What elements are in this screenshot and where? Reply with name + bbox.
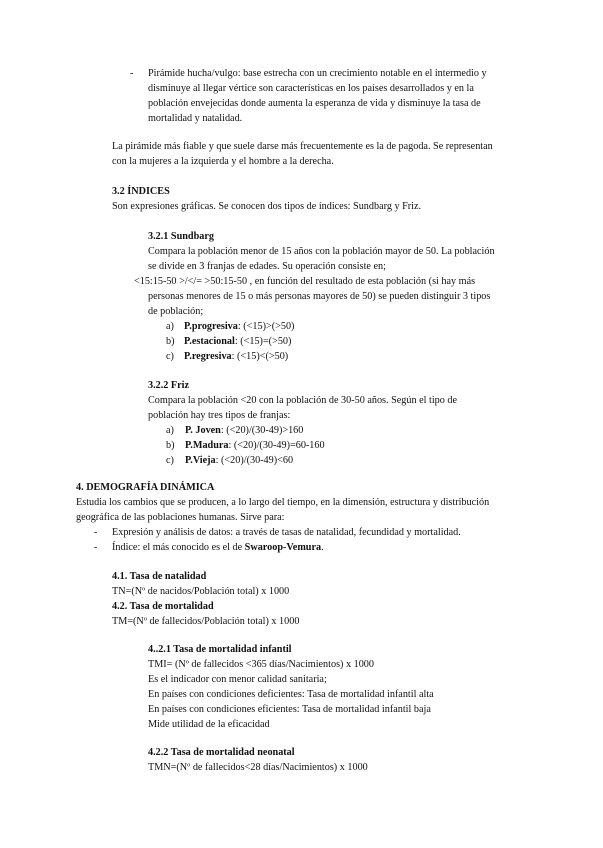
section-indices [112, 184, 421, 214]
text-line: población envejecidas donde aumenta la esperanza de vida y disminuye la tasa de [148, 98, 481, 109]
text-line: En países con condiciones eficientes: Tasa de mortalidad infantil baja [148, 704, 431, 715]
text-line: Es el indicador con menor calidad sanitaria; [148, 674, 327, 685]
text-line: TMI= (Nº de fallecidos <365 días/Nacimientos) x 1000 [148, 659, 374, 670]
dash-bullet: - [94, 527, 98, 538]
text-line: población hay tres tipos de franjas: [148, 410, 291, 421]
subsection-friz [148, 378, 457, 468]
formula: TMN=(Nº de fallecidos<28 días/Nacimientos) x 1000 [148, 762, 368, 773]
subsection-mortalidad-infantil [148, 642, 434, 732]
text-line: Son expresiones gráficas. Se conocen dos tipos de índices: Sundbarg y Friz. [112, 201, 422, 212]
dash-bullet: - [94, 542, 98, 553]
list-item: b) P.Madura: (<20)/(30-49)=60-160 [166, 440, 325, 451]
subsection-mortalidad-neonatal [148, 745, 368, 775]
section-heading: 3.2 ÍNDICES [112, 186, 170, 197]
text-line: personas menores de 15 o más personas mayores de 50) se pueden distinguir 3 tipos [148, 291, 491, 302]
text-line: Compara la población <20 con la población de 30-50 años. Según el tipo de [148, 395, 458, 406]
subsection-heading: 3.2.1 Sundbarg [148, 231, 214, 242]
paragraph-pagoda [112, 139, 493, 169]
bullet-indice: Índice: el más conocido es el de Swaroop-Vemura. [112, 542, 324, 553]
subsection-heading: 4.2. Tasa de mortalidad [112, 601, 214, 612]
text-line: disminuye al llegar vértice son características en los países desarrollados y en la [148, 83, 474, 94]
list-item: b) P.estacional: (<15)=(>50) [166, 336, 292, 347]
list-item: a) P. Joven: (<20)/(30-49)>160 [166, 425, 304, 436]
subsection-heading: 4..2.1 Tasa de mortalidad infantil [148, 644, 292, 655]
list-item: c) P.Vieja: (<20)/(30-49)<60 [166, 455, 294, 466]
subsection-heading: 4.1. Tasa de natalidad [112, 571, 207, 582]
text-line: En países con condiciones deficientes: Tasa de mortalidad infantil alta [148, 689, 434, 700]
formula: TN=(Nº de nacidos/Población total) x 1000 [112, 586, 290, 597]
text-line: se divide en 3 franjas de edades. Su operación consiste en; [148, 261, 386, 272]
section-demografia-dinamica [76, 480, 489, 525]
list-item: a) P.progresiva: (<15)>(>50) [166, 321, 295, 332]
text-line: <15:15-50 >/</= >50:15-50 , en función del resultado de esta población (si hay más [134, 276, 476, 287]
text-line: geográfica de las poblaciones humanas. Sirve para: [76, 512, 285, 523]
text-line: Pirámide hucha/vulgo: base estrecha con un crecimiento notable en el intermedio y [148, 68, 487, 79]
bullet-piramide-hucha [148, 66, 487, 126]
subsection-heading: 3.2.2 Friz [148, 380, 190, 391]
text-line: Estudia los cambios que se producen, a lo largo del tiempo, en la dimensión, estructura y distribución [76, 497, 490, 508]
text-line: mortalidad y natalidad. [148, 113, 243, 124]
dash-bullet: - [130, 68, 134, 79]
text-line: con la mujeres a la izquierda y el hombre a la derecha. [112, 156, 334, 167]
section-heading: 4. DEMOGRAFÍA DINÁMICA [76, 482, 215, 493]
text-line: Compara la población menor de 15 años con la población mayor de 50. La población [148, 246, 495, 257]
text-line: La pirámide más fiable y que suele darse más frecuentemente es la de pagoda. Se representan [112, 141, 493, 152]
subsection-heading: 4.2.2 Tasa de mortalidad neonatal [148, 747, 295, 758]
text-line: de población; [148, 306, 204, 317]
text-line: Mide utilidad de la eficacidad [148, 719, 270, 730]
subsection-sundbarg [134, 229, 495, 364]
list-item: c) P.regresiva: (<15)<(>50) [166, 351, 289, 362]
bullet-expresion: Expresión y análisis de datos: a través de tasas de natalidad, fecundidad y mortalidad. [112, 527, 461, 538]
section-tasas [112, 569, 299, 629]
formula: TM=(Nº de fallecidos/Población total) x 1000 [112, 616, 300, 627]
